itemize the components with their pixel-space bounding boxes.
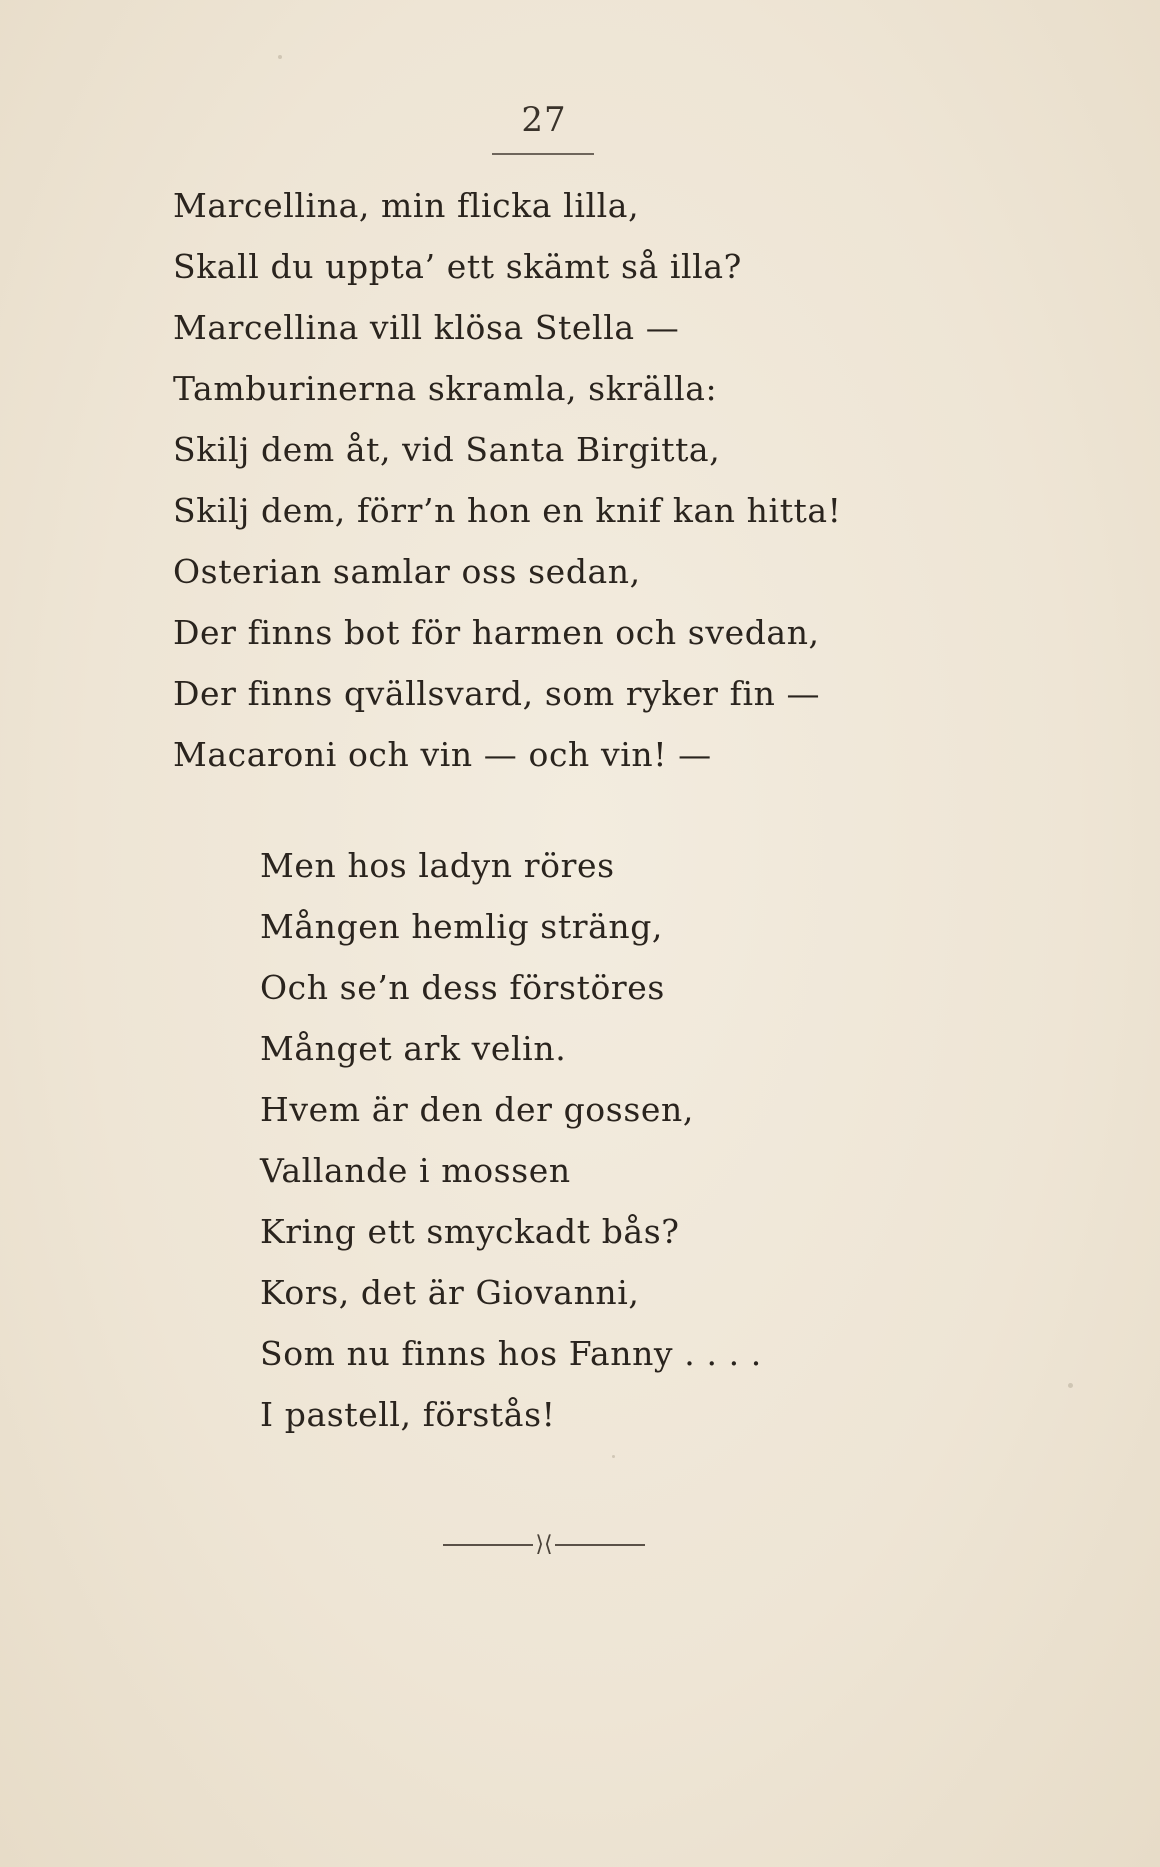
verse-line: Skilj dem åt, vid Santa Birgitta, xyxy=(173,430,721,469)
verse-line: Mången hemlig sträng, xyxy=(260,907,664,946)
paper-speck xyxy=(278,55,282,59)
verse-line: Vallande i mossen xyxy=(260,1151,571,1190)
stanza-2 xyxy=(260,840,762,1450)
verse-line: Hvem är den der gossen, xyxy=(260,1090,694,1129)
verse-line: Der finns bot för harmen och svedan, xyxy=(173,613,820,652)
paper-speck xyxy=(1068,1383,1073,1388)
verse-line: Som nu finns hos Fanny . . . . xyxy=(260,1334,762,1373)
verse-line: Och se’n dess förstöres xyxy=(260,968,665,1007)
verse-line: Men hos ladyn röres xyxy=(260,846,615,885)
ornament-right-rule xyxy=(555,1544,645,1546)
verse-line: Skall du uppta’ ett skämt så illa? xyxy=(173,247,742,286)
paper-speck xyxy=(612,1455,615,1458)
verse-line: Macaroni och vin — och vin! — xyxy=(173,735,712,774)
verse-line: Marcellina, min flicka lilla, xyxy=(173,186,640,225)
verse-line: Tamburinerna skramla, skrälla: xyxy=(173,369,718,408)
verse-line: Månget ark velin. xyxy=(260,1029,567,1068)
page-number-rule xyxy=(492,153,594,155)
crossed-hooks-ornament-icon: ⟩⟨ xyxy=(535,1532,553,1557)
verse-line: Marcellina vill klösa Stella — xyxy=(173,308,680,347)
verse-line: Kors, det är Giovanni, xyxy=(260,1273,640,1312)
verse-line: Osterian samlar oss sedan, xyxy=(173,552,641,591)
verse-line: Kring ett smyckadt bås? xyxy=(260,1212,680,1251)
page-number: 27 xyxy=(521,100,567,140)
ornament-left-rule xyxy=(443,1544,533,1546)
verse-line: I pastell, förstås! xyxy=(260,1395,556,1434)
verse-line: Skilj dem, förr’n hon en knif kan hitta! xyxy=(173,491,842,530)
verse-line: Der finns qvällsvard, som ryker fin — xyxy=(173,674,821,713)
section-end-ornament xyxy=(0,1530,1088,1560)
stanza-1 xyxy=(173,180,842,790)
